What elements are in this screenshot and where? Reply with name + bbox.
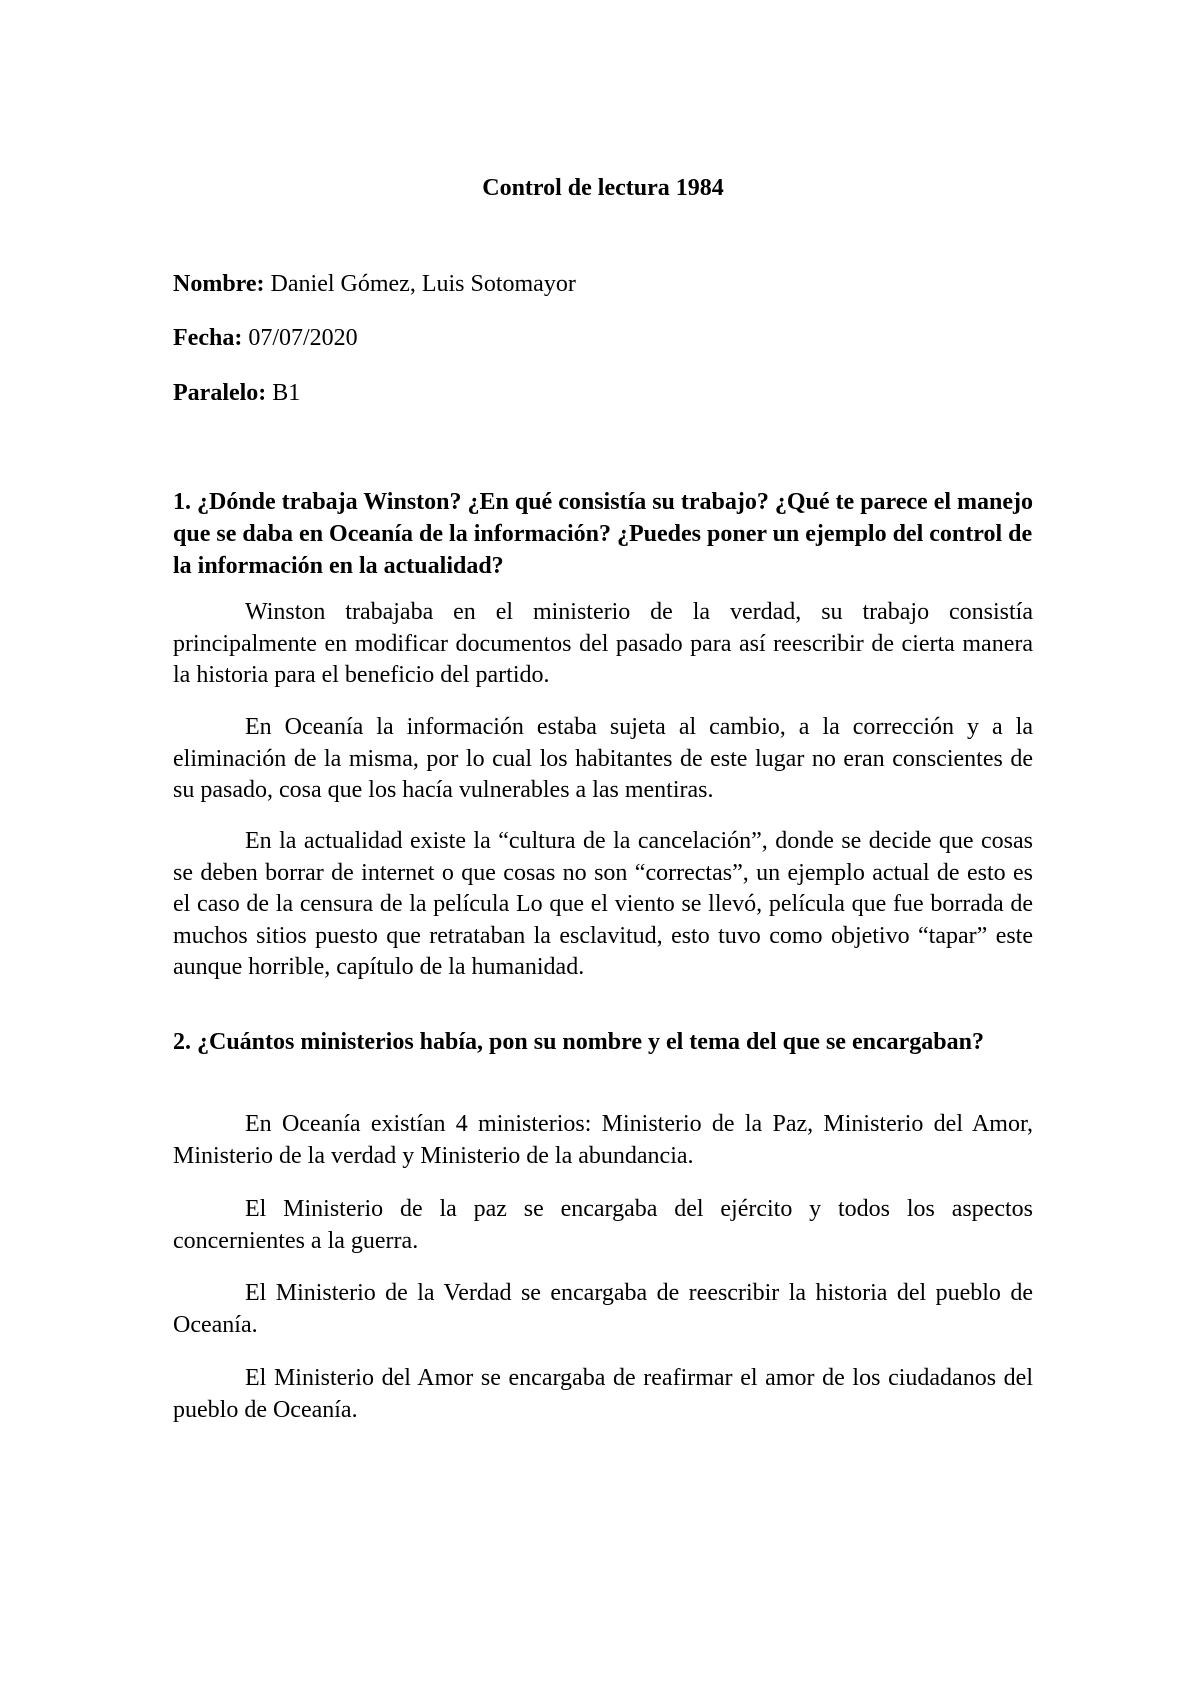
date-label: Fecha: bbox=[173, 325, 243, 351]
section-label: Paralelo: bbox=[173, 380, 267, 406]
name-field bbox=[173, 268, 576, 300]
section-value: B1 bbox=[266, 380, 301, 406]
section-field bbox=[173, 377, 300, 409]
name-label: Nombre: bbox=[173, 271, 265, 297]
answer-1-paragraph-3: En la actualidad existe la “cultura de la cancelación”, donde se decide que cosas se deben borrar de internet o que cosas no son “correctas”, un ejemplo actual de esto es el caso de la censura de la película Lo que el viento se llevó, película que fue borrada de muchos sitios puesto que retrataban la esclavitud, esto tuvo como objetivo “tapar” este aunque horrible, capítulo de la humanidad. bbox=[173, 828, 1033, 980]
answer-2-paragraph-4: El Ministerio del Amor se encargaba de reafirmar el amor de los ciudadanos del pueblo de Oceanía. bbox=[173, 1365, 1033, 1423]
date-value: 07/07/2020 bbox=[242, 325, 358, 351]
answer-2-paragraph-3: El Ministerio de la Verdad se encargaba de reescribir la historia del pueblo de Oceanía. bbox=[173, 1280, 1033, 1338]
answer-2-paragraph-1: En Oceanía existían 4 ministerios: Ministerio de la Paz, Ministerio del Amor, Ministerio de la verdad y Ministerio de la abundancia. bbox=[173, 1111, 1033, 1169]
answer-2-paragraph-2: El Ministerio de la paz se encargaba del ejército y todos los aspectos concernientes a la guerra. bbox=[173, 1196, 1033, 1254]
document-title: Control de lectura 1984 bbox=[482, 175, 724, 201]
answer-1-paragraph-2: En Oceanía la información estaba sujeta al cambio, a la corrección y a la eliminación de la misma, por lo cual los habitantes de este lugar no eran conscientes de su pasado, cosa que los hacía vulnerables a las mentiras. bbox=[173, 714, 1033, 803]
name-value: Daniel Gómez, Luis Sotomayor bbox=[264, 271, 576, 297]
question-2: 2. ¿Cuántos ministerios había, pon su nombre y el tema del que se encargaban? bbox=[173, 1029, 984, 1055]
date-field bbox=[173, 322, 358, 354]
answer-1-paragraph-1: Winston trabajaba en el ministerio de la verdad, su trabajo consistía principalmente en modificar documentos del pasado para así reescribir de cierta manera la historia para el beneficio del partido. bbox=[173, 599, 1033, 688]
question-1: 1. ¿Dónde trabaja Winston? ¿En qué consistía su trabajo? ¿Qué te parece el manejo que se daba en Oceanía de la información? ¿Puedes poner un ejemplo del control de la información en la actualidad? bbox=[173, 489, 1034, 579]
